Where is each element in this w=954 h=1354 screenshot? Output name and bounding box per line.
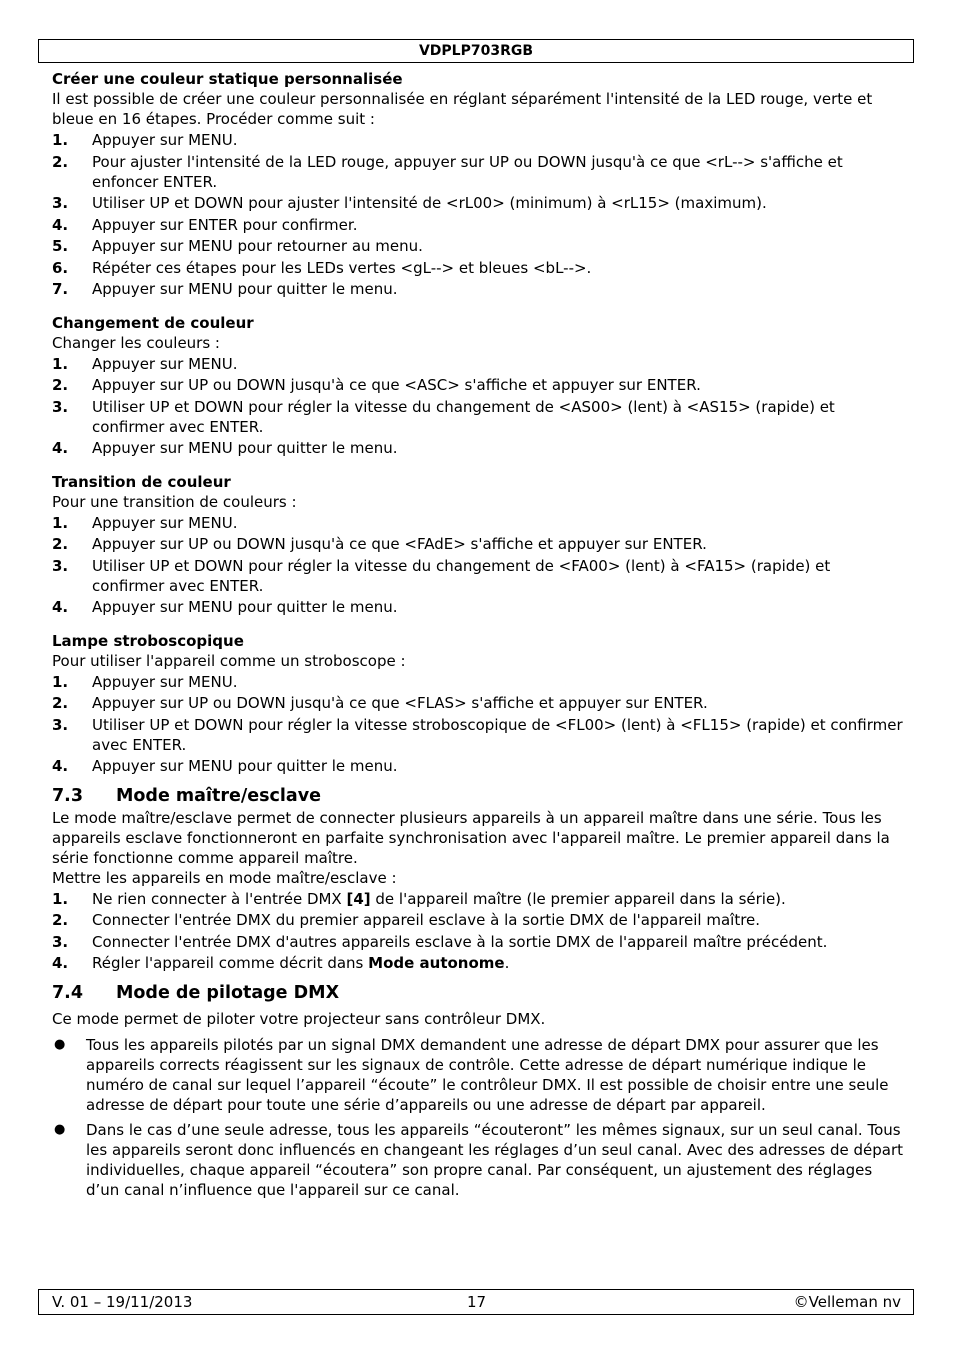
steps-master-slave bbox=[52, 889, 904, 974]
step-number: 5. bbox=[52, 237, 69, 255]
step-text: Connecter l'entrée DMX d'autres appareils esclave à la sortie DMX de l'appareil maître précédent. bbox=[92, 932, 828, 951]
list-item bbox=[52, 193, 904, 213]
footer-page-number: 17 bbox=[467, 1293, 487, 1311]
step-text: Répéter ces étapes pour les LEDs vertes <gL--> et bleues <bL-->. bbox=[92, 258, 592, 277]
step-text: Appuyer sur MENU pour quitter le menu. bbox=[92, 439, 398, 457]
list-item bbox=[52, 693, 904, 713]
list-item bbox=[52, 236, 904, 256]
intro-strobe: Pour utiliser l'appareil comme un stroboscope : bbox=[52, 651, 406, 670]
step-text: Pour ajuster l'intensité de la LED rouge, appuyer sur UP ou DOWN jusqu'à ce que <rL--> s'affiche et enfoncer ENTER. bbox=[92, 152, 843, 191]
step-text: Appuyer sur MENU pour quitter le menu. bbox=[92, 280, 398, 298]
step-text: Appuyer sur MENU. bbox=[92, 354, 238, 373]
list-item bbox=[52, 1120, 904, 1200]
bullet-text: Tous les appareils pilotés par un signal DMX demandent une adresse de départ DMX pour assurer que les appareils corrects réagissent sur les signaux de contrôle. Cette adresse de départ numérique indique le numéro de canal sur lequel l’appareil “écoute” le contrôleur DMX. Il est possible de choisir entre une seule adresse de départ pour toute une série d’appareils ou une adresse de départ par appareil. bbox=[86, 1035, 889, 1114]
heading-color-fade: Transition de couleur bbox=[52, 472, 231, 491]
step-number: 4. bbox=[52, 598, 69, 616]
footer-version: V. 01 – 19/11/2013 bbox=[52, 1293, 193, 1311]
heading-color-change: Changement de couleur bbox=[52, 313, 254, 332]
list-item bbox=[52, 597, 904, 617]
list-item bbox=[52, 534, 904, 554]
step-text: Appuyer sur MENU. bbox=[92, 513, 238, 532]
list-item bbox=[52, 130, 904, 150]
step-text: Régler l'appareil comme décrit dans Mode autonome. bbox=[92, 954, 510, 972]
step-number: 4. bbox=[52, 439, 69, 457]
page-footer bbox=[38, 1289, 914, 1315]
step-number: 2. bbox=[52, 911, 69, 929]
step-text: Utiliser UP et DOWN pour ajuster l'intensité de <rL00> (minimum) à <rL15> (maximum). bbox=[92, 194, 767, 212]
step-text: Ne rien connecter à l'entrée DMX [4] de l'appareil maître (le premier appareil dans la série). bbox=[92, 889, 786, 908]
header-title: VDPLP703RGB bbox=[418, 43, 534, 59]
list-item bbox=[52, 513, 904, 533]
list-item bbox=[52, 672, 904, 692]
step-text: Utiliser UP et DOWN pour régler la vitesse du changement de <AS00> (lent) à <AS15> (rapide) et confirmer avec ENTER. bbox=[92, 397, 835, 436]
step-number: 2. bbox=[52, 535, 69, 553]
list-item bbox=[52, 397, 904, 437]
step-text: Appuyer sur MENU pour retourner au menu. bbox=[92, 237, 423, 255]
intro-static-color: Il est possible de créer une couleur personnalisée en réglant séparément l'intensité de la LED rouge, verte et bleue en 16 étapes. Procéder comme suit : bbox=[52, 90, 873, 128]
step-text: Connecter l'entrée DMX du premier appareil esclave à la sortie DMX de l'appareil maître. bbox=[92, 911, 761, 929]
section-heading-master-slave bbox=[52, 784, 904, 808]
step-text: Appuyer sur UP ou DOWN jusqu'à ce que <FAdE> s'affiche et appuyer sur ENTER. bbox=[92, 535, 707, 553]
step-number: 2. bbox=[52, 152, 69, 171]
section-number: 7.3 bbox=[52, 785, 84, 806]
step-number: 1. bbox=[52, 354, 69, 373]
list-item bbox=[52, 279, 904, 299]
step-number: 3. bbox=[52, 194, 69, 212]
step-text: Appuyer sur ENTER pour confirmer. bbox=[92, 215, 358, 234]
section-title: Mode de pilotage DMX bbox=[116, 982, 340, 1003]
step-text: Utiliser UP et DOWN pour régler la vitesse du changement de <FA00> (lent) à <FA15> (rapide) et confirmer avec ENTER. bbox=[92, 556, 831, 595]
step-text: Appuyer sur UP ou DOWN jusqu'à ce que <FLAS> s'affiche et appuyer sur ENTER. bbox=[92, 694, 708, 712]
step-text: Utiliser UP et DOWN pour régler la vitesse stroboscopique de <FL00> (lent) à <FL15> (rapide) et confirmer avec ENTER. bbox=[92, 715, 903, 754]
bullet-icon: ● bbox=[54, 1121, 66, 1137]
step-number: 2. bbox=[52, 376, 69, 394]
list-item bbox=[52, 756, 904, 776]
step-text: Appuyer sur MENU pour quitter le menu. bbox=[92, 598, 398, 616]
list-item bbox=[52, 1035, 904, 1115]
page-content bbox=[52, 69, 904, 1205]
page-header bbox=[38, 39, 914, 63]
list-item bbox=[52, 889, 904, 909]
section-heading-dmx bbox=[52, 981, 904, 1005]
list-item bbox=[52, 375, 904, 395]
steps-strobe bbox=[52, 672, 904, 777]
step-number: 1. bbox=[52, 672, 69, 691]
section-number: 7.4 bbox=[52, 982, 84, 1003]
steps-color-fade bbox=[52, 513, 904, 618]
intro-color-fade: Pour une transition de couleurs : bbox=[52, 492, 297, 511]
footer-copyright: ©Velleman nv bbox=[793, 1293, 901, 1311]
step-number: 6. bbox=[52, 258, 69, 277]
list-item bbox=[52, 556, 904, 596]
intro-color-change: Changer les couleurs : bbox=[52, 333, 220, 352]
step-number: 7. bbox=[52, 280, 69, 298]
list-item bbox=[52, 215, 904, 235]
steps-color-change bbox=[52, 354, 904, 459]
step-text: Appuyer sur MENU. bbox=[92, 672, 238, 691]
mode-reference: Mode autonome bbox=[368, 954, 505, 972]
step-number: 4. bbox=[52, 954, 69, 972]
step-text: Appuyer sur MENU pour quitter le menu. bbox=[92, 757, 398, 775]
step-number: 4. bbox=[52, 215, 69, 234]
list-item bbox=[52, 715, 904, 755]
connector-reference: [4] bbox=[346, 889, 371, 908]
step-number: 3. bbox=[52, 715, 69, 734]
step-number: 1. bbox=[52, 131, 69, 149]
paragraph-master-slave-intro: Mettre les appareils en mode maître/esclave : bbox=[52, 868, 397, 887]
heading-static-color: Créer une couleur statique personnalisée bbox=[52, 70, 403, 88]
step-number: 1. bbox=[52, 889, 69, 908]
list-item bbox=[52, 910, 904, 930]
heading-strobe: Lampe stroboscopique bbox=[52, 631, 244, 650]
bullet-text: Dans le cas d’une seule adresse, tous les appareils “écouteront” les mêmes signaux, sur un seul canal. Tous les appareils seront donc influencés en changeant les réglages d’un seul canal. Avec des adresses de départ individuelles, chaque appareil “écoutera” son propre canal. Par conséquent, un ajustement des réglages d’un canal n’influence que l'appareil sur ce canal. bbox=[86, 1120, 904, 1199]
step-text: Appuyer sur MENU. bbox=[92, 131, 238, 149]
list-item bbox=[52, 438, 904, 458]
list-item bbox=[52, 932, 904, 952]
step-number: 4. bbox=[52, 757, 69, 775]
list-item bbox=[52, 354, 904, 374]
steps-static-color bbox=[52, 130, 904, 299]
list-item bbox=[52, 258, 904, 278]
step-text: Appuyer sur UP ou DOWN jusqu'à ce que <ASC> s'affiche et appuyer sur ENTER. bbox=[92, 376, 701, 394]
paragraph-dmx: Ce mode permet de piloter votre projecteur sans contrôleur DMX. bbox=[52, 1009, 546, 1028]
step-number: 1. bbox=[52, 513, 69, 532]
list-item bbox=[52, 953, 904, 973]
bullet-icon: ● bbox=[54, 1036, 66, 1052]
step-number: 3. bbox=[52, 397, 69, 416]
step-number: 3. bbox=[52, 556, 69, 575]
list-item bbox=[52, 152, 904, 192]
bullets-dmx bbox=[52, 1035, 904, 1200]
step-number: 2. bbox=[52, 694, 69, 712]
section-title: Mode maître/esclave bbox=[116, 785, 321, 806]
step-number: 3. bbox=[52, 932, 69, 951]
paragraph-master-slave: Le mode maître/esclave permet de connecter plusieurs appareils à un appareil maître dans une série. Tous les appareils esclave fonctionneront en parfaite synchronisation avec l'appareil maître. Le premier appareil dans la série fonctionne comme appareil maître. bbox=[52, 808, 890, 867]
